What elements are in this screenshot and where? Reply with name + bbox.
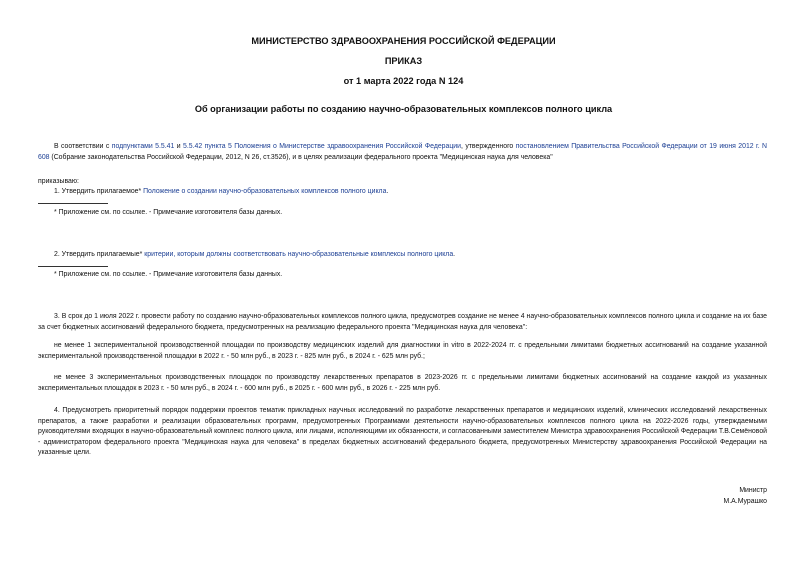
link-criteria[interactable]: критерии, которым должны соответствовать научно-образовательные комплексы полного цикла: [144, 251, 454, 258]
item-2-paragraph: [38, 250, 767, 261]
document-title: Об организации работы по созданию научно-образовательных комплексов полного цикла: [194, 104, 613, 114]
item-3b-paragraph: не менее 3 экспериментальных производственных площадок по производству лекарственных препаратов в 2023-2026 гг. с предельными лимитами бюджетных ассигнований на создание каждой из указанных экспериментальных площадок в 2023 г. - 50 млн руб., в 2024 г. - 600 млн руб., в 2025 г. - 600 млн руб., в 2026 г. - 225 млн руб.: [38, 374, 767, 392]
doc-type-heading: ПРИКАЗ: [384, 56, 423, 66]
preamble-text-1: В соответствии с: [54, 143, 112, 150]
preamble-text-2: и: [174, 143, 184, 150]
footnote-divider: [38, 266, 108, 267]
footnote-1: * Приложение см. по ссылке. - Примечание изготовителя базы данных.: [54, 209, 283, 216]
preamble-text-4: (Собрание законодательства Российской Федерации, 2012, N 26, ст.3526), и в целях реализации федерального проекта "Медицинская наука для человека": [49, 153, 553, 161]
item-3a-paragraph: не менее 1 экспериментальной производственной площадки по производству медицинских изделий для диагностики in vitro в 2022-2024 гг. с предельными лимитами бюджетных ассигнований на создание указанной экспериментальной производственной площадки в 2022 г. - 50 млн руб., в 2023 г. - 825 млн руб., в 2024 г. - 625 млн руб.;: [38, 342, 767, 360]
link-regulation-complexes[interactable]: Положение о создании научно-образовательных комплексов полного цикла: [143, 188, 387, 195]
item-1-end: .: [386, 188, 389, 195]
item-4-paragraph: 4. Предусмотреть приоритетный порядок поддержки проектов тематик прикладных научных исследований по разработке лекарственных препаратов и медицинских изделий, клинических исследований лекарственных препаратов, а также разработки и реализации образовательных программ, предусмотренных Программами деятельности научно-образовательных комплексов полного цикла на 2022-2026 годы, утверждаемыми руководителями входящих в научно-образовательный комплекс полного цикла, или лицами, исполняющими их обязанности, и согласованными заместителем Министра здравоохранения Российской Федерации Т.В.Семёновой - администратором федерального проекта "Медицинская наука для человека" в пределах бюджетных ассигнований федерального бюджета, предусмотренных Министерству здравоохранения Российской Федерации на указанные цели.: [38, 407, 767, 457]
item-2-end: .: [453, 251, 456, 258]
preamble-text-3: , утвержденного: [460, 143, 516, 150]
order-word: приказываю:: [38, 178, 79, 185]
item-1-paragraph: [38, 187, 767, 198]
link-subpoint-5-5-41[interactable]: подпунктами 5.5.41: [111, 143, 175, 150]
footnote-2: * Приложение см. по ссылке. - Примечание изготовителя базы данных.: [54, 271, 283, 278]
footnote-divider: [38, 203, 108, 204]
signature-position: Министр: [739, 487, 767, 494]
item-3-paragraph: 3. В срок до 1 июля 2022 г. провести работу по созданию научно-образовательных комплексов полного цикла, предусмотрев создание не менее 4 научно-образовательных комплексов полного цикла и создание на их базе за счет бюджетных ассигнований федерального бюджета, предусмотренных на реализацию федерального проекта "Медицинская наука для человека":: [38, 313, 767, 331]
ministry-heading: МИНИСТЕРСТВО ЗДРАВООХРАНЕНИЯ РОССИЙСКОЙ ФЕДЕРАЦИИ: [251, 36, 556, 46]
item-1-text: 1. Утвердить прилагаемое*: [54, 188, 144, 195]
link-regulation-ministry[interactable]: 5.5.42 пункта 5 Положения о Министерстве здравоохранения Российской Федерации: [183, 143, 461, 150]
date-number-heading: от 1 марта 2022 года N 124: [343, 76, 464, 86]
signature-name: М.А.Мурашко: [723, 498, 767, 505]
preamble-paragraph: [38, 142, 767, 163]
item-2-text: 2. Утвердить прилагаемые*: [54, 251, 145, 258]
link-government-decree[interactable]: постановлением Правительства Российской Федерации от 19 июня 2012 г. N 608: [38, 143, 768, 161]
